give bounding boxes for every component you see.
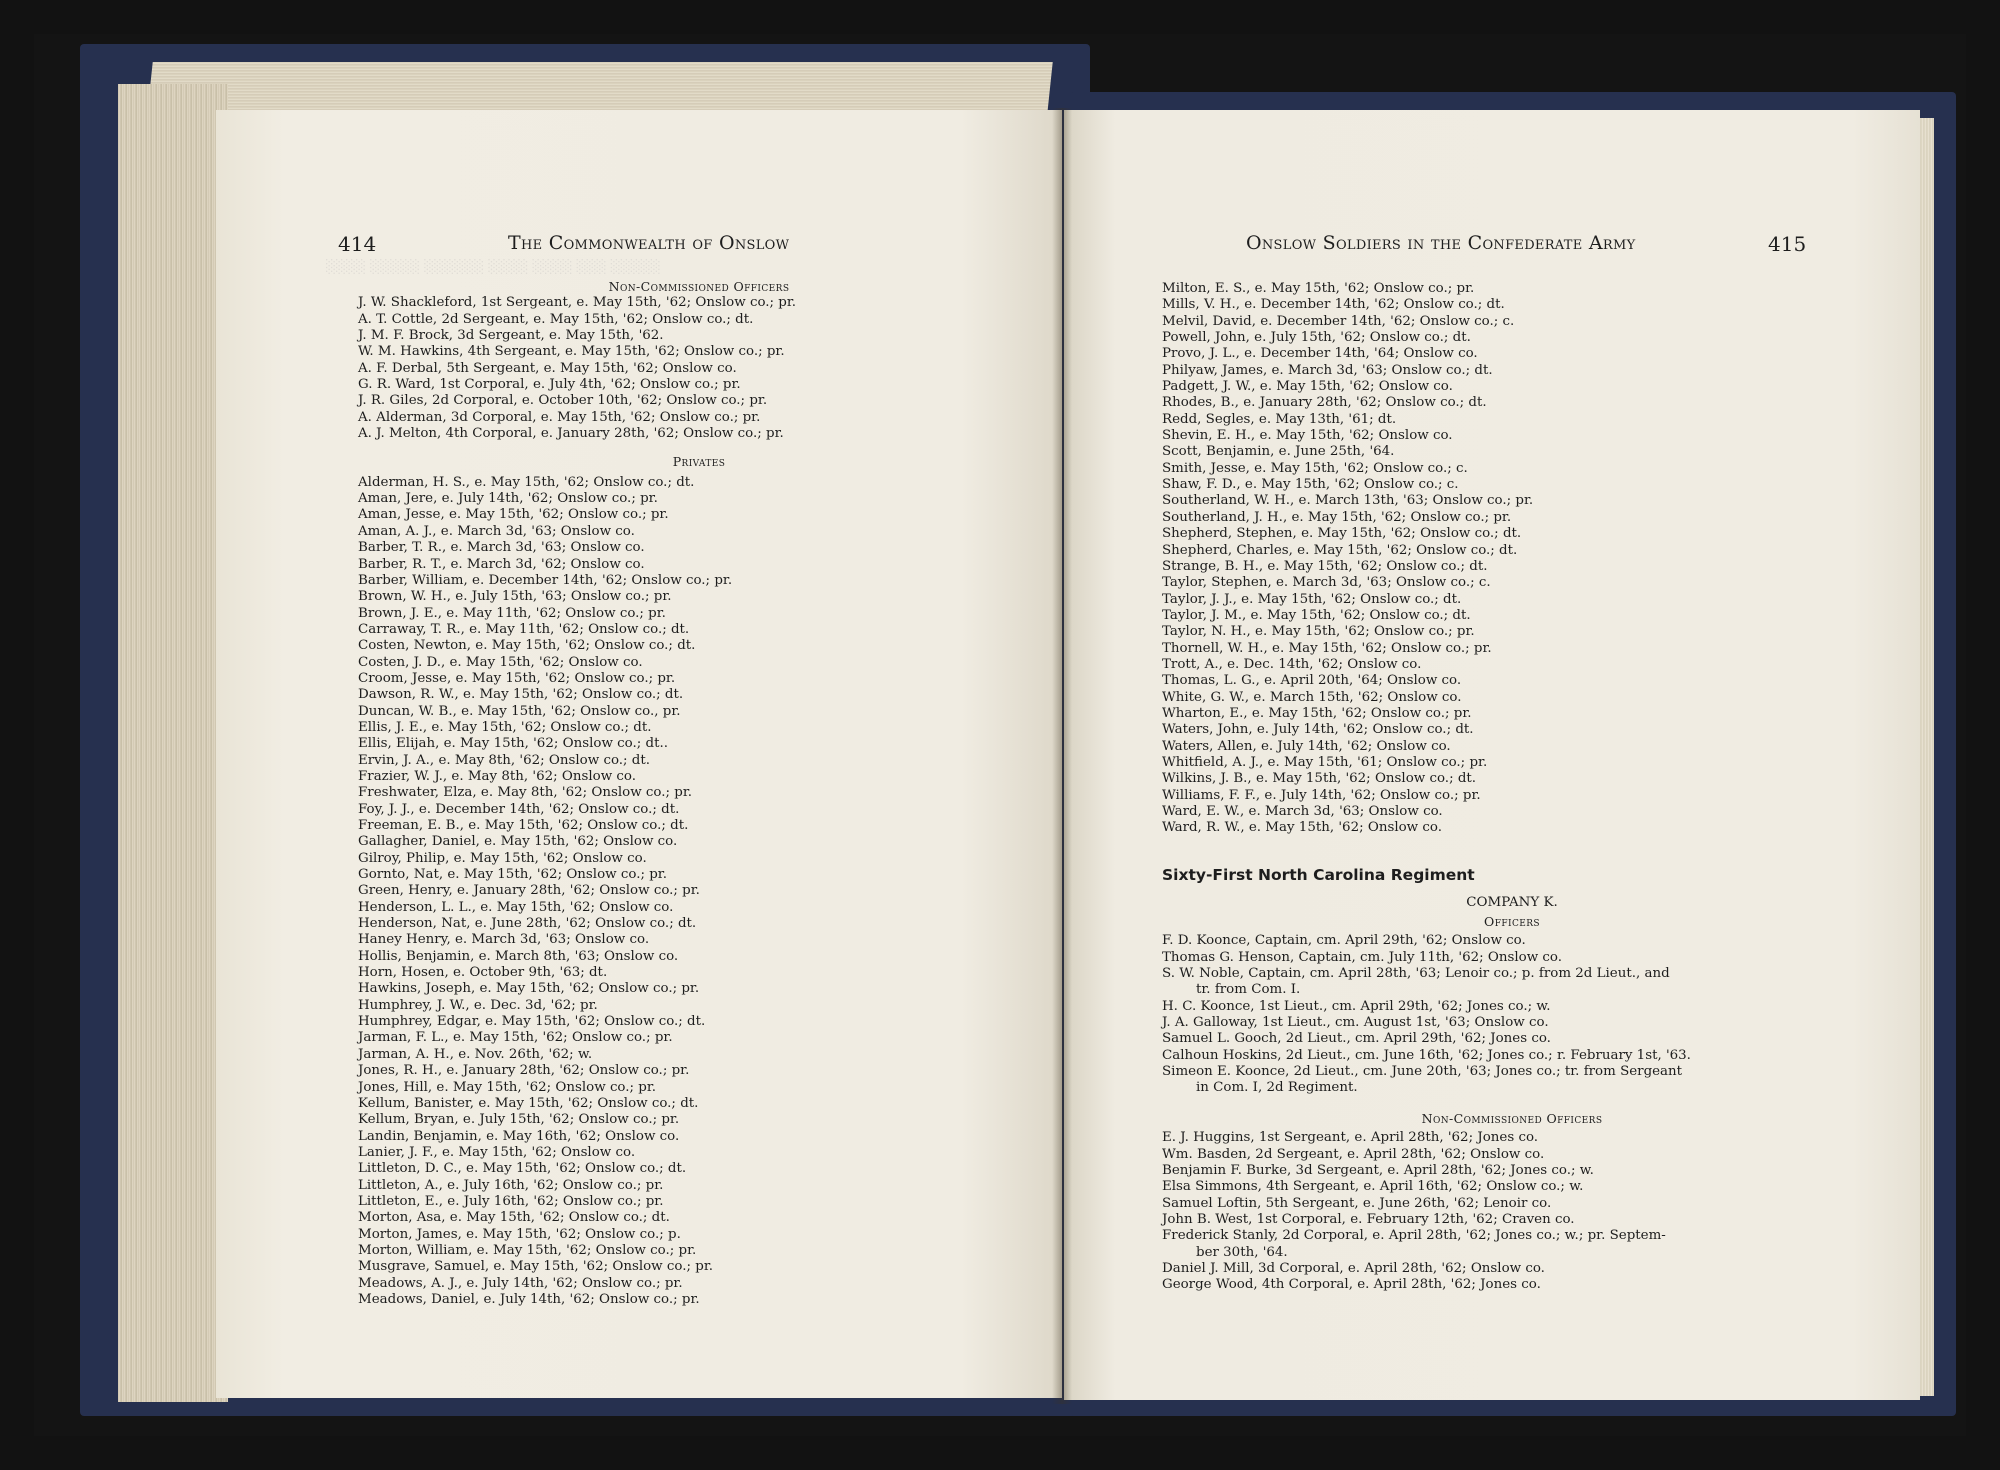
private-entry: Littleton, D. C., e. May 15th, '62; Onslow co.; dt. [358, 1161, 687, 1177]
running-head-right: Onslow Soldiers in the Confederate Army [1246, 232, 1636, 254]
bleed-through-text: ░░░░ ░░░░░ ░░░░░░ ░░░░ ░░░░ ░░░ ░░░░░ [326, 260, 661, 275]
nco-entry: J. R. Giles, 2d Corporal, e. October 10th, '62; Onslow co.; pr. [358, 393, 768, 409]
nco-entry: G. R. Ward, 1st Corporal, e. July 4th, '62; Onslow co.; pr. [358, 377, 741, 393]
privates-list-right [1162, 281, 1862, 837]
private-entry: Redd, Segles, e. May 13th, '61; dt. [1162, 411, 1397, 427]
book-gutter [1052, 108, 1072, 1404]
private-entry: Duncan, W. B., e. May 15th, '62; Onslow co., pr. [358, 703, 681, 719]
private-entry: Rhodes, B., e. January 28th, '62; Onslow co.; dt. [1162, 395, 1487, 411]
private-entry: Barber, William, e. December 14th, '62; Onslow co.; pr. [358, 572, 733, 588]
private-entry: Morton, James, e. May 15th, '62; Onslow co.; p. [358, 1226, 681, 1242]
private-entry: Aman, Jere, e. July 14th, '62; Onslow co.; pr. [358, 491, 658, 507]
officer-entry: F. D. Koonce, Captain, cm. April 29th, '62; Onslow co. [1162, 933, 1526, 949]
private-entry: Waters, John, e. July 14th, '62; Onslow co.; dt. [1162, 722, 1474, 738]
officer-entry: Calhoun Hoskins, 2d Lieut., cm. June 16th, '62; Jones co.; r. February 1st, '63. [1162, 1047, 1691, 1063]
private-entry: Aman, A. J., e. March 3d, '63; Onslow co. [358, 523, 635, 539]
private-entry: Shevin, E. H., e. May 15th, '62; Onslow co. [1162, 428, 1453, 444]
private-entry: Taylor, J. M., e. May 15th, '62; Onslow co.; dt. [1162, 607, 1471, 623]
running-head-left: The Commonwealth of Onslow [508, 232, 790, 254]
page-number-left: 414 [338, 232, 377, 256]
private-entry: Ervin, J. A., e. May 8th, '62; Onslow co.; dt. [358, 752, 651, 768]
private-entry: Brown, J. E., e. May 11th, '62; Onslow co.; pr. [358, 605, 666, 621]
private-entry: Barber, T. R., e. March 3d, '63; Onslow co. [358, 540, 645, 556]
private-entry: Wilkins, J. B., e. May 15th, '62; Onslow co.; dt. [1162, 771, 1477, 787]
private-entry: Jarman, A. H., e. Nov. 26th, '62; w. [358, 1046, 593, 1062]
nco-entry: John B. West, 1st Corporal, e. February 12th, '62; Craven co. [1162, 1211, 1575, 1227]
private-entry: Henderson, L. L., e. May 15th, '62; Onslow co. [358, 899, 674, 915]
private-entry: Shepherd, Stephen, e. May 15th, '62; Onslow co.; dt. [1162, 526, 1522, 542]
right-page-text [1162, 281, 1862, 1294]
nco-entry: A. Alderman, 3d Corporal, e. May 15th, '62; Onslow co.; pr. [358, 409, 761, 425]
private-entry: Alderman, H. S., e. May 15th, '62; Onslow co.; dt. [358, 474, 695, 490]
private-entry: Shepherd, Charles, e. May 15th, '62; Onslow co.; dt. [1162, 542, 1518, 558]
private-entry: Kellum, Bryan, e. July 15th, '62; Onslow co.; pr. [358, 1112, 680, 1128]
nco-entry: Samuel Loftin, 5th Sergeant, e. June 26th, '62; Lenoir co. [1162, 1195, 1552, 1211]
page-number-right: 415 [1768, 232, 1807, 256]
private-entry: Aman, Jesse, e. May 15th, '62; Onslow co.; pr. [358, 507, 669, 523]
private-entry: Littleton, E., e. July 16th, '62; Onslow co.; pr. [358, 1193, 664, 1209]
private-entry: Philyaw, James, e. March 3d, '63; Onslow co.; dt. [1162, 362, 1493, 378]
private-entry: Jones, R. H., e. January 28th, '62; Onslow co.; pr. [358, 1063, 690, 1079]
regiment-heading: Sixty-First North Carolina Regiment [1162, 865, 1475, 884]
private-entry: Ward, R. W., e. May 15th, '62; Onslow co. [1162, 820, 1442, 836]
private-entry: Taylor, N. H., e. May 15th, '62; Onslow co.; pr. [1162, 624, 1475, 640]
private-entry: Taylor, Stephen, e. March 3d, '63; Onslow co.; c. [1162, 575, 1491, 591]
private-entry: Henderson, Nat, e. June 28th, '62; Onslow co.; dt. [358, 916, 697, 932]
officer-entry: S. W. Noble, Captain, cm. April 28th, '63; Lenoir co.; p. from 2d Lieut., and [1162, 966, 1670, 982]
private-entry: Freshwater, Elza, e. May 8th, '62; Onslow co.; pr. [358, 785, 693, 801]
nco-entry: J. W. Shackleford, 1st Sergeant, e. May 15th, '62; Onslow co.; pr. [358, 295, 797, 311]
nco-list-right [1162, 1130, 1862, 1293]
private-entry: Meadows, Daniel, e. July 14th, '62; Onslow co.; pr. [358, 1291, 700, 1307]
nco-entry: E. J. Huggins, 1st Sergeant, e. April 28th, '62; Jones co. [1162, 1130, 1539, 1146]
officer-entry-continuation: in Com. I, 2d Regiment. [1196, 1080, 1358, 1096]
nco-heading-right: Non-Commissioned Officers [1421, 1110, 1603, 1126]
company-heading: COMPANY K. [1466, 894, 1558, 910]
private-entry: Costen, J. D., e. May 15th, '62; Onslow co. [358, 654, 643, 670]
private-entry: Croom, Jesse, e. May 15th, '62; Onslow co.; pr. [358, 670, 676, 686]
privates-list-left [358, 475, 1040, 1309]
officer-entry: Simeon E. Koonce, 2d Lieut., cm. June 20th, '63; Jones co.; tr. from Sergeant [1162, 1064, 1683, 1080]
private-entry: Morton, Asa, e. May 15th, '62; Onslow co.; dt. [358, 1210, 670, 1226]
private-entry: Musgrave, Samuel, e. May 15th, '62; Onslow co.; pr. [358, 1259, 714, 1275]
private-entry: Gornto, Nat, e. May 15th, '62; Onslow co.; pr. [358, 867, 667, 883]
private-entry: Ellis, Elijah, e. May 15th, '62; Onslow co.; dt.. [358, 736, 668, 752]
private-entry: Landin, Benjamin, e. May 16th, '62; Onslow co. [358, 1128, 680, 1144]
page-block-left-edge [118, 84, 228, 1402]
private-entry: Kellum, Banister, e. May 15th, '62; Onslow co.; dt. [358, 1095, 699, 1111]
nco-entry: W. M. Hawkins, 4th Sergeant, e. May 15th, '62; Onslow co.; pr. [358, 344, 785, 360]
private-entry: Humphrey, J. W., e. Dec. 3d, '62; pr. [358, 997, 598, 1013]
private-entry: Freeman, E. B., e. May 15th, '62; Onslow co.; dt. [358, 818, 689, 833]
private-entry: Scott, Benjamin, e. June 25th, '64. [1162, 444, 1395, 460]
private-entry: Horn, Hosen, e. October 9th, '63; dt. [358, 965, 608, 981]
private-entry: Whitfield, A. J., e. May 15th, '61; Onslow co.; pr. [1162, 754, 1488, 770]
private-entry: Frazier, W. J., e. May 8th, '62; Onslow co. [358, 768, 637, 784]
private-entry: Costen, Newton, e. May 15th, '62; Onslow co.; dt. [358, 638, 696, 654]
nco-entry: A. F. Derbal, 5th Sergeant, e. May 15th, '62; Onslow co. [358, 360, 737, 376]
officer-entry: Samuel L. Gooch, 2d Lieut., cm. April 29th, '62; Jones co. [1162, 1031, 1551, 1047]
nco-entry: Wm. Basden, 2d Sergeant, e. April 28th, '62; Onslow co. [1162, 1146, 1545, 1162]
private-entry: Shaw, F. D., e. May 15th, '62; Onslow co.; c. [1162, 477, 1459, 493]
officers-heading: Officers [1484, 914, 1540, 930]
private-entry: Provo, J. L., e. December 14th, '64; Onslow co. [1162, 346, 1478, 362]
private-entry: Carraway, T. R., e. May 11th, '62; Onslow co.; dt. [358, 621, 690, 637]
private-entry: Thornell, W. H., e. May 15th, '62; Onslow co.; pr. [1162, 640, 1492, 656]
nco-entry: J. M. F. Brock, 3d Sergeant, e. May 15th, '62. [358, 328, 664, 344]
private-entry: Ellis, J. E., e. May 15th, '62; Onslow co.; dt. [358, 719, 652, 735]
private-entry: Gallagher, Daniel, e. May 15th, '62; Onslow co. [358, 834, 678, 850]
private-entry: Thomas, L. G., e. April 20th, '64; Onslow co. [1162, 673, 1462, 689]
private-entry: Barber, R. T., e. March 3d, '62; Onslow co. [358, 556, 645, 572]
nco-list-left [358, 295, 1040, 442]
private-entry: Southerland, W. H., e. March 13th, '63; Onslow co.; pr. [1162, 493, 1534, 509]
officer-entry: H. C. Koonce, 1st Lieut., cm. April 29th, '62; Jones co.; w. [1162, 998, 1551, 1014]
private-entry: Humphrey, Edgar, e. May 15th, '62; Onslow co.; dt. [358, 1014, 706, 1030]
private-entry: Littleton, A., e. July 16th, '62; Onslow co.; pr. [358, 1177, 664, 1193]
private-entry: Morton, William, e. May 15th, '62; Onslow co.; pr. [358, 1242, 697, 1258]
private-entry: Padgett, J. W., e. May 15th, '62; Onslow co. [1162, 379, 1453, 395]
private-entry: Gilroy, Philip, e. May 15th, '62; Onslow co. [358, 850, 647, 866]
private-entry: Foy, J. J., e. December 14th, '62; Onslow co.; dt. [358, 801, 680, 817]
privates-heading: Privates [672, 454, 726, 470]
private-entry: Milton, E. S., e. May 15th, '62; Onslow co.; pr. [1162, 281, 1475, 296]
private-entry: Trott, A., e. Dec. 14th, '62; Onslow co. [1162, 656, 1422, 672]
private-entry: Brown, W. H., e. July 15th, '63; Onslow co.; pr. [358, 589, 672, 605]
nco-entry: George Wood, 4th Corporal, e. April 28th, '62; Jones co. [1162, 1277, 1541, 1293]
private-entry: Jarman, F. L., e. May 15th, '62; Onslow co.; pr. [358, 1030, 673, 1046]
left-page-text [358, 279, 1040, 1308]
private-entry: Ward, E. W., e. March 3d, '63; Onslow co. [1162, 804, 1443, 819]
nco-entry: A. J. Melton, 4th Corporal, e. January 28th, '62; Onslow co.; pr. [358, 426, 784, 442]
private-entry: Haney Henry, e. March 3d, '63; Onslow co. [358, 932, 650, 948]
private-entry: Hollis, Benjamin, e. March 8th, '63; Onslow co. [358, 948, 679, 964]
private-entry: Dawson, R. W., e. May 15th, '62; Onslow co.; dt. [358, 687, 684, 703]
private-entry: Williams, F. F., e. July 14th, '62; Onslow co.; pr. [1162, 787, 1481, 803]
page-block-top-edge [147, 62, 1052, 114]
private-entry: Wharton, E., e. May 15th, '62; Onslow co.; pr. [1162, 705, 1472, 721]
nco-entry: A. T. Cottle, 2d Sergeant, e. May 15th, '62; Onslow co.; dt. [358, 311, 754, 327]
officer-entry: J. A. Galloway, 1st Lieut., cm. August 1st, '63; Onslow co. [1162, 1015, 1549, 1031]
nco-entry: Benjamin F. Burke, 3d Sergeant, e. April 28th, '62; Jones co.; w. [1162, 1162, 1594, 1178]
private-entry: Green, Henry, e. January 28th, '62; Onslow co.; pr. [358, 883, 700, 899]
nco-entry: Elsa Simmons, 4th Sergeant, e. April 16th, '62; Onslow co.; w. [1162, 1179, 1584, 1195]
nco-entry: Daniel J. Mill, 3d Corporal, e. April 28th, '62; Onslow co. [1162, 1260, 1545, 1276]
private-entry: Meadows, A. J., e. July 14th, '62; Onslow co.; pr. [358, 1275, 683, 1291]
officer-entry: Thomas G. Henson, Captain, cm. July 11th, '62; Onslow co. [1162, 949, 1563, 965]
nco-heading-left: Non-Commissioned Officers [608, 279, 790, 294]
private-entry: Powell, John, e. July 15th, '62; Onslow co.; dt. [1162, 330, 1471, 346]
private-entry: Hawkins, Joseph, e. May 15th, '62; Onslow co.; pr. [358, 981, 700, 997]
private-entry: Melvil, David, e. December 14th, '62; Onslow co.; c. [1162, 313, 1515, 329]
private-entry: Strange, B. H., e. May 15th, '62; Onslow co.; dt. [1162, 558, 1488, 574]
private-entry: Smith, Jesse, e. May 15th, '62; Onslow co.; c. [1162, 460, 1468, 476]
officer-entry-continuation: tr. from Com. I. [1196, 982, 1301, 998]
private-entry: Mills, V. H., e. December 14th, '62; Onslow co.; dt. [1162, 297, 1505, 313]
nco-entry-continuation: ber 30th, '64. [1196, 1244, 1288, 1260]
private-entry: Lanier, J. F., e. May 15th, '62; Onslow co. [358, 1144, 636, 1160]
private-entry: Waters, Allen, e. July 14th, '62; Onslow co. [1162, 738, 1451, 754]
nco-entry: Frederick Stanly, 2d Corporal, e. April 28th, '62; Jones co.; w.; pr. Septem- [1162, 1228, 1666, 1244]
officers-list [1162, 933, 1862, 1096]
private-entry: Taylor, J. J., e. May 15th, '62; Onslow co.; dt. [1162, 591, 1462, 607]
private-entry: Southerland, J. H., e. May 15th, '62; Onslow co.; pr. [1162, 509, 1512, 525]
private-entry: Jones, Hill, e. May 15th, '62; Onslow co.; pr. [358, 1079, 657, 1095]
private-entry: White, G. W., e. March 15th, '62; Onslow co. [1162, 689, 1462, 705]
